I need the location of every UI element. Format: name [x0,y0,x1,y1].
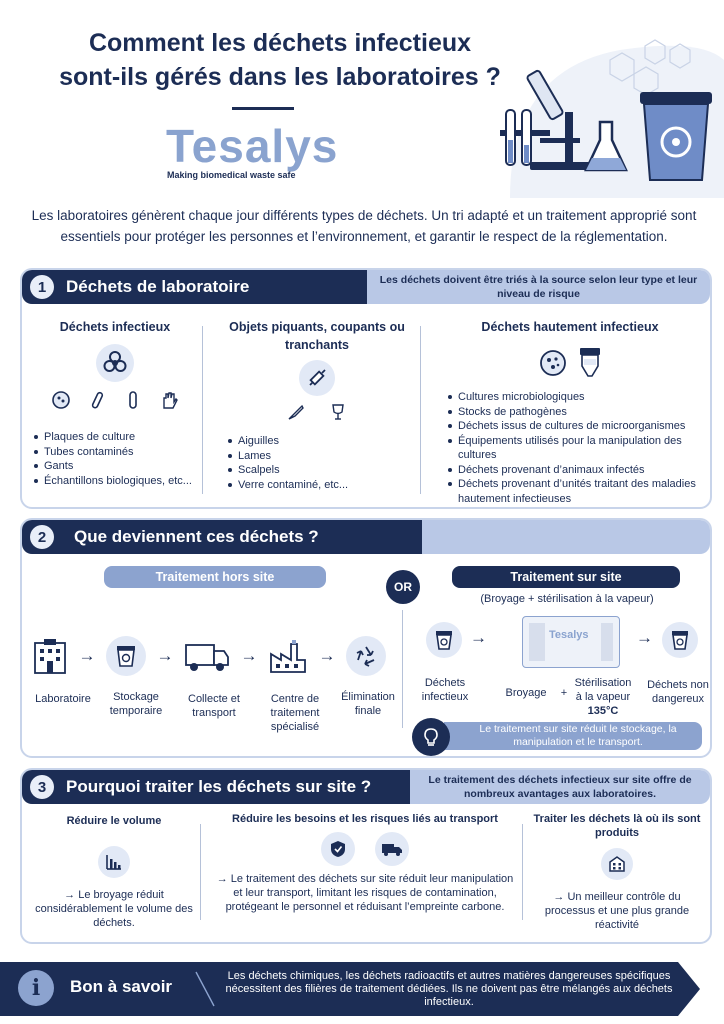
step-label: Déchets non dangereux [647,679,709,705]
list-item: Échantillons biologiques, etc... [34,474,200,489]
step-label: Stérilisation à la vapeur [574,677,632,703]
arrow-icon: → [318,646,336,665]
column-highly-infectious [432,318,708,506]
section-title: Que deviennent ces déchets ? [74,527,319,546]
recycle-icon [346,636,386,676]
list-item: Déchets provenant d’animaux infectés [448,463,710,478]
list-item: Cultures microbiologiques [448,390,710,405]
truck-icon [184,639,230,673]
sample-container-icon [578,346,602,380]
section-title: Déchets de laboratoire [66,277,250,296]
infectious-list [34,430,200,488]
building-icon [601,848,633,880]
divider [402,610,403,728]
title-underline [232,107,294,110]
laboratory-building-icon [32,637,68,675]
column-heading: Déchets hautement infectieux [481,320,659,334]
arrow-icon: → [636,628,653,647]
step-label: Élimination finale [341,691,395,717]
onsite-tip [412,720,704,750]
list-item: Stocks de pathogènes [448,405,710,420]
tube-icon [123,390,143,410]
section-why-onsite [20,768,712,944]
biohazard-bin-icon [426,622,462,658]
divider [420,326,421,494]
benefit-heading: Réduire le volume [66,815,162,827]
shield-icon [321,832,355,866]
list-item: Tubes contaminés [34,445,200,460]
list-item: Déchets provenant d’unités traitant des maladies hautement infectieuses [448,477,710,506]
glove-icon [159,390,179,410]
arrow-icon: → [78,646,96,665]
tesalys-logo [166,122,356,190]
biohazard-icon [96,344,134,382]
petri-dish-icon [51,390,71,410]
section-3-header [22,770,410,804]
tip-text: Le traitement sur site réduit le stockage, la manipulation et le transport. [444,722,702,750]
biohazard-bin-icon [106,636,146,676]
list-item: Aiguilles [228,434,420,449]
section-2-header [22,520,422,554]
info-icon: i [18,970,54,1006]
benefit-text: → Le traitement des déchets sur site réduit leur manipulation et leur transport, limitant les risques de contamination, protégeant le personnel et réduisant l’empreinte carbone. [216,873,514,913]
truck-icon [375,832,409,866]
biohazard-bin-icon [662,622,698,658]
footer-text: Les déchets chimiques, les déchets radioactifs et autres matières dangereuses spécifiques nécessitent des filières de traitement dédiées. Ils ne doivent pas être mélangés aux déchets infectieux. [225,970,673,1008]
sharps-list [228,434,420,492]
title-line-1: Comment les déchets infectieux [88,29,472,57]
section-1-note: Les déchets doivent être triés à la source selon leur type et leur niveau de risque [367,270,710,304]
lab-illustration [470,30,724,198]
section-number: 1 [30,275,54,299]
column-heading: Objets piquants, coupants ou tranchants [229,320,405,352]
arrow-icon: → [156,646,174,665]
list-item: Verre contaminé, etc... [228,478,420,493]
benefit-volume [30,812,198,930]
step-label: Stockage temporaire [109,691,163,717]
list-item: Gants [34,459,200,474]
section-number: 2 [30,525,54,549]
benefit-on-site [530,812,704,932]
step-label: Broyage [505,687,547,699]
onsite-treatment-label: Traitement sur site [452,566,680,588]
benefit-text: → Un meilleur contrôle du processus et une plus grande réactivité [544,891,690,931]
plus-sign: + [560,687,568,699]
chart-down-icon [98,846,130,878]
biohazard-bin-icon [640,92,712,180]
step-label: Laboratoire [35,693,91,705]
step-label: Collecte et transport [188,693,240,719]
divider [200,824,201,920]
benefit-heading: Traiter les déchets là où ils sont produits [533,813,701,839]
divider [522,824,523,920]
scalpel-icon [286,402,306,422]
tube-icon [87,390,107,410]
section-lab-waste [20,268,712,509]
column-sharps [214,318,420,492]
broken-glass-icon [328,402,348,422]
column-heading: Déchets infectieux [59,320,171,334]
benefit-text: → Le broyage réduit considérablement le volume des déchets. [35,889,193,929]
good-to-know-banner [0,962,724,1016]
arrow-icon: → [240,646,258,665]
petri-dish-icon [538,348,568,378]
step-label: Déchets infectieux [421,677,469,703]
list-item: Déchets issus de cultures de microorganismes [448,419,710,434]
offsite-treatment-label: Traitement hors site [104,566,326,588]
or-badge: OR [386,570,420,604]
treatment-machine [522,616,620,668]
benefit-heading: Réduire les besoins et les risques liés au transport [232,813,498,825]
section-2-band [422,520,710,554]
offsite-flow [32,626,386,686]
lightbulb-icon [412,718,450,756]
temperature: 135°C [587,705,619,717]
sterilisation-label [570,676,636,718]
list-item: Lames [228,449,420,464]
intro-paragraph: Les laboratoires génèrent chaque jour différents types de déchets. Un tri adapté et un traitement approprié sont essentiels pour protéger les personnes et l’environnement, et garantir le respect de la réglementation. [31,208,697,244]
section-what-happens [20,518,712,758]
highly-infectious-list [448,390,710,506]
logo-tagline: Making biomedical waste safe [167,170,296,180]
list-item: Équipements utilisés pour la manipulation des cultures [448,434,710,463]
list-item: Plaques de culture [34,430,200,445]
title-line-2: sont-ils gérés dans les laboratoires ? [59,63,501,91]
logo-wordmark: Tesalys [166,120,339,172]
footer-title: Bon à savoir [70,977,173,996]
section-number: 3 [30,775,54,799]
section-title: Pourquoi traiter les déchets sur site ? [66,777,372,796]
syringe-icon [299,360,335,396]
onsite-subtitle: (Broyage + stérilisation à la vapeur) [480,593,654,605]
machine-logo: Tesalys [549,629,589,641]
factory-icon [268,638,308,674]
arrow-icon: → [470,628,487,647]
step-label: Centre de traitement spécialisé [270,693,320,733]
divider [202,326,203,494]
column-infectious [30,318,200,488]
section-1-header [22,270,367,304]
section-3-note: Le traitement des déchets infectieux sur site offre de nombreux avantages aux laboratoires. [410,770,710,804]
benefit-transport [212,812,518,914]
list-item: Scalpels [228,463,420,478]
